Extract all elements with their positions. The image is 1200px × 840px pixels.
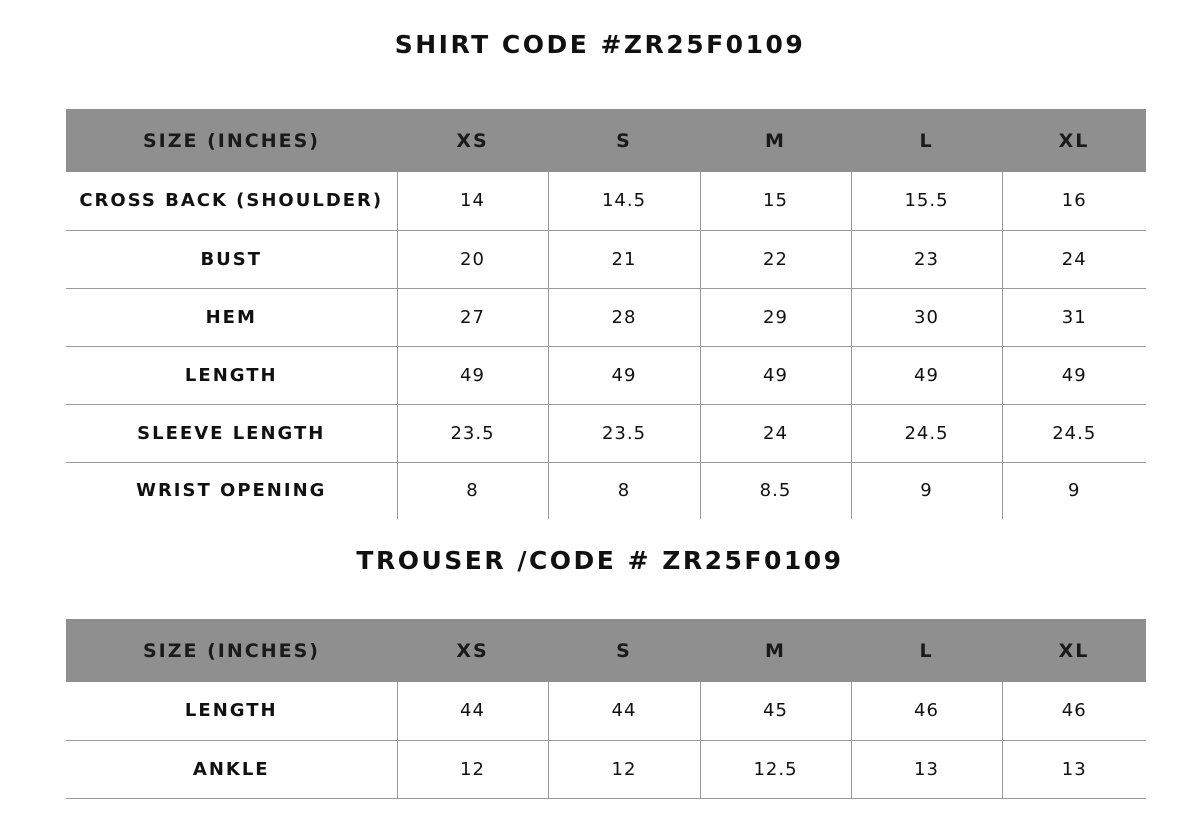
measurement-value: 23.5 <box>397 404 548 462</box>
measurement-label: SLEEVE LENGTH <box>66 404 397 462</box>
measurement-value: 12 <box>548 740 700 798</box>
measurement-value: 49 <box>548 346 700 404</box>
measurement-value: 30 <box>851 288 1002 346</box>
measurement-label: LENGTH <box>66 682 397 740</box>
header-cell: M <box>700 619 851 682</box>
measurement-value: 13 <box>1002 740 1146 798</box>
measurement-value: 49 <box>397 346 548 404</box>
measurement-value: 24.5 <box>1002 404 1146 462</box>
measurement-value: 44 <box>548 682 700 740</box>
measurement-value: 8.5 <box>700 462 851 519</box>
shirt-size-table <box>66 109 1146 519</box>
measurement-value: 46 <box>1002 682 1146 740</box>
measurement-value: 15 <box>700 172 851 230</box>
header-cell: L <box>851 619 1002 682</box>
header-cell: M <box>700 109 851 172</box>
measurement-value: 23.5 <box>548 404 700 462</box>
measurement-label: WRIST OPENING <box>136 480 327 502</box>
header-cell: XS <box>397 109 548 172</box>
measurement-label: BUST <box>66 230 397 288</box>
measurement-value: 27 <box>397 288 548 346</box>
measurement-value: 44 <box>397 682 548 740</box>
measurement-value: 29 <box>700 288 851 346</box>
measurement-value: 8 <box>548 462 700 519</box>
measurement-value: 9 <box>851 462 1002 519</box>
trouser-size-table <box>66 619 1146 799</box>
table-row <box>66 172 1146 230</box>
shirt-header-row <box>66 109 1146 172</box>
measurement-value: 9 <box>1002 462 1146 519</box>
measurement-value: 46 <box>851 682 1002 740</box>
measurement-value: 31 <box>1002 288 1146 346</box>
trouser-chart-title: TROUSER /CODE # ZR25F0109 <box>356 546 844 575</box>
measurement-value: 24 <box>1002 230 1146 288</box>
header-cell: XL <box>1002 619 1146 682</box>
header-cell: S <box>548 619 700 682</box>
measurement-value: 8 <box>397 462 548 519</box>
shirt-chart-title: SHIRT CODE #ZR25F0109 <box>394 30 806 59</box>
measurement-value: 16 <box>1002 172 1146 230</box>
table-row <box>66 462 1146 519</box>
measurement-value: 15.5 <box>851 172 1002 230</box>
measurement-value: 20 <box>397 230 548 288</box>
table-row <box>66 682 1146 740</box>
measurement-value: 49 <box>1002 346 1146 404</box>
measurement-label: HEM <box>66 288 397 346</box>
table-row <box>66 288 1146 346</box>
measurement-label: CROSS BACK (SHOULDER) <box>66 172 397 230</box>
measurement-value: 49 <box>851 346 1002 404</box>
header-cell: SIZE (INCHES) <box>66 109 397 172</box>
measurement-value: 12.5 <box>700 740 851 798</box>
measurement-value: 21 <box>548 230 700 288</box>
measurement-value: 23 <box>851 230 1002 288</box>
measurement-value: 28 <box>548 288 700 346</box>
header-cell: L <box>851 109 1002 172</box>
measurement-value: 13 <box>851 740 1002 798</box>
measurement-value: 12 <box>397 740 548 798</box>
header-cell: SIZE (INCHES) <box>66 619 397 682</box>
measurement-label: LENGTH <box>66 346 397 404</box>
measurement-value: 14 <box>397 172 548 230</box>
measurement-value: 24.5 <box>851 404 1002 462</box>
measurement-value: 14.5 <box>548 172 700 230</box>
measurement-value: 45 <box>700 682 851 740</box>
table-row <box>66 230 1146 288</box>
table-row <box>66 346 1146 404</box>
measurement-value: 24 <box>700 404 851 462</box>
trouser-header-row <box>66 619 1146 682</box>
table-row <box>66 404 1146 462</box>
measurement-value: 49 <box>700 346 851 404</box>
header-cell: XL <box>1002 109 1146 172</box>
header-cell: S <box>548 109 700 172</box>
measurement-label: ANKLE <box>66 740 397 798</box>
table-row <box>66 740 1146 798</box>
header-cell: XS <box>397 619 548 682</box>
measurement-value: 22 <box>700 230 851 288</box>
